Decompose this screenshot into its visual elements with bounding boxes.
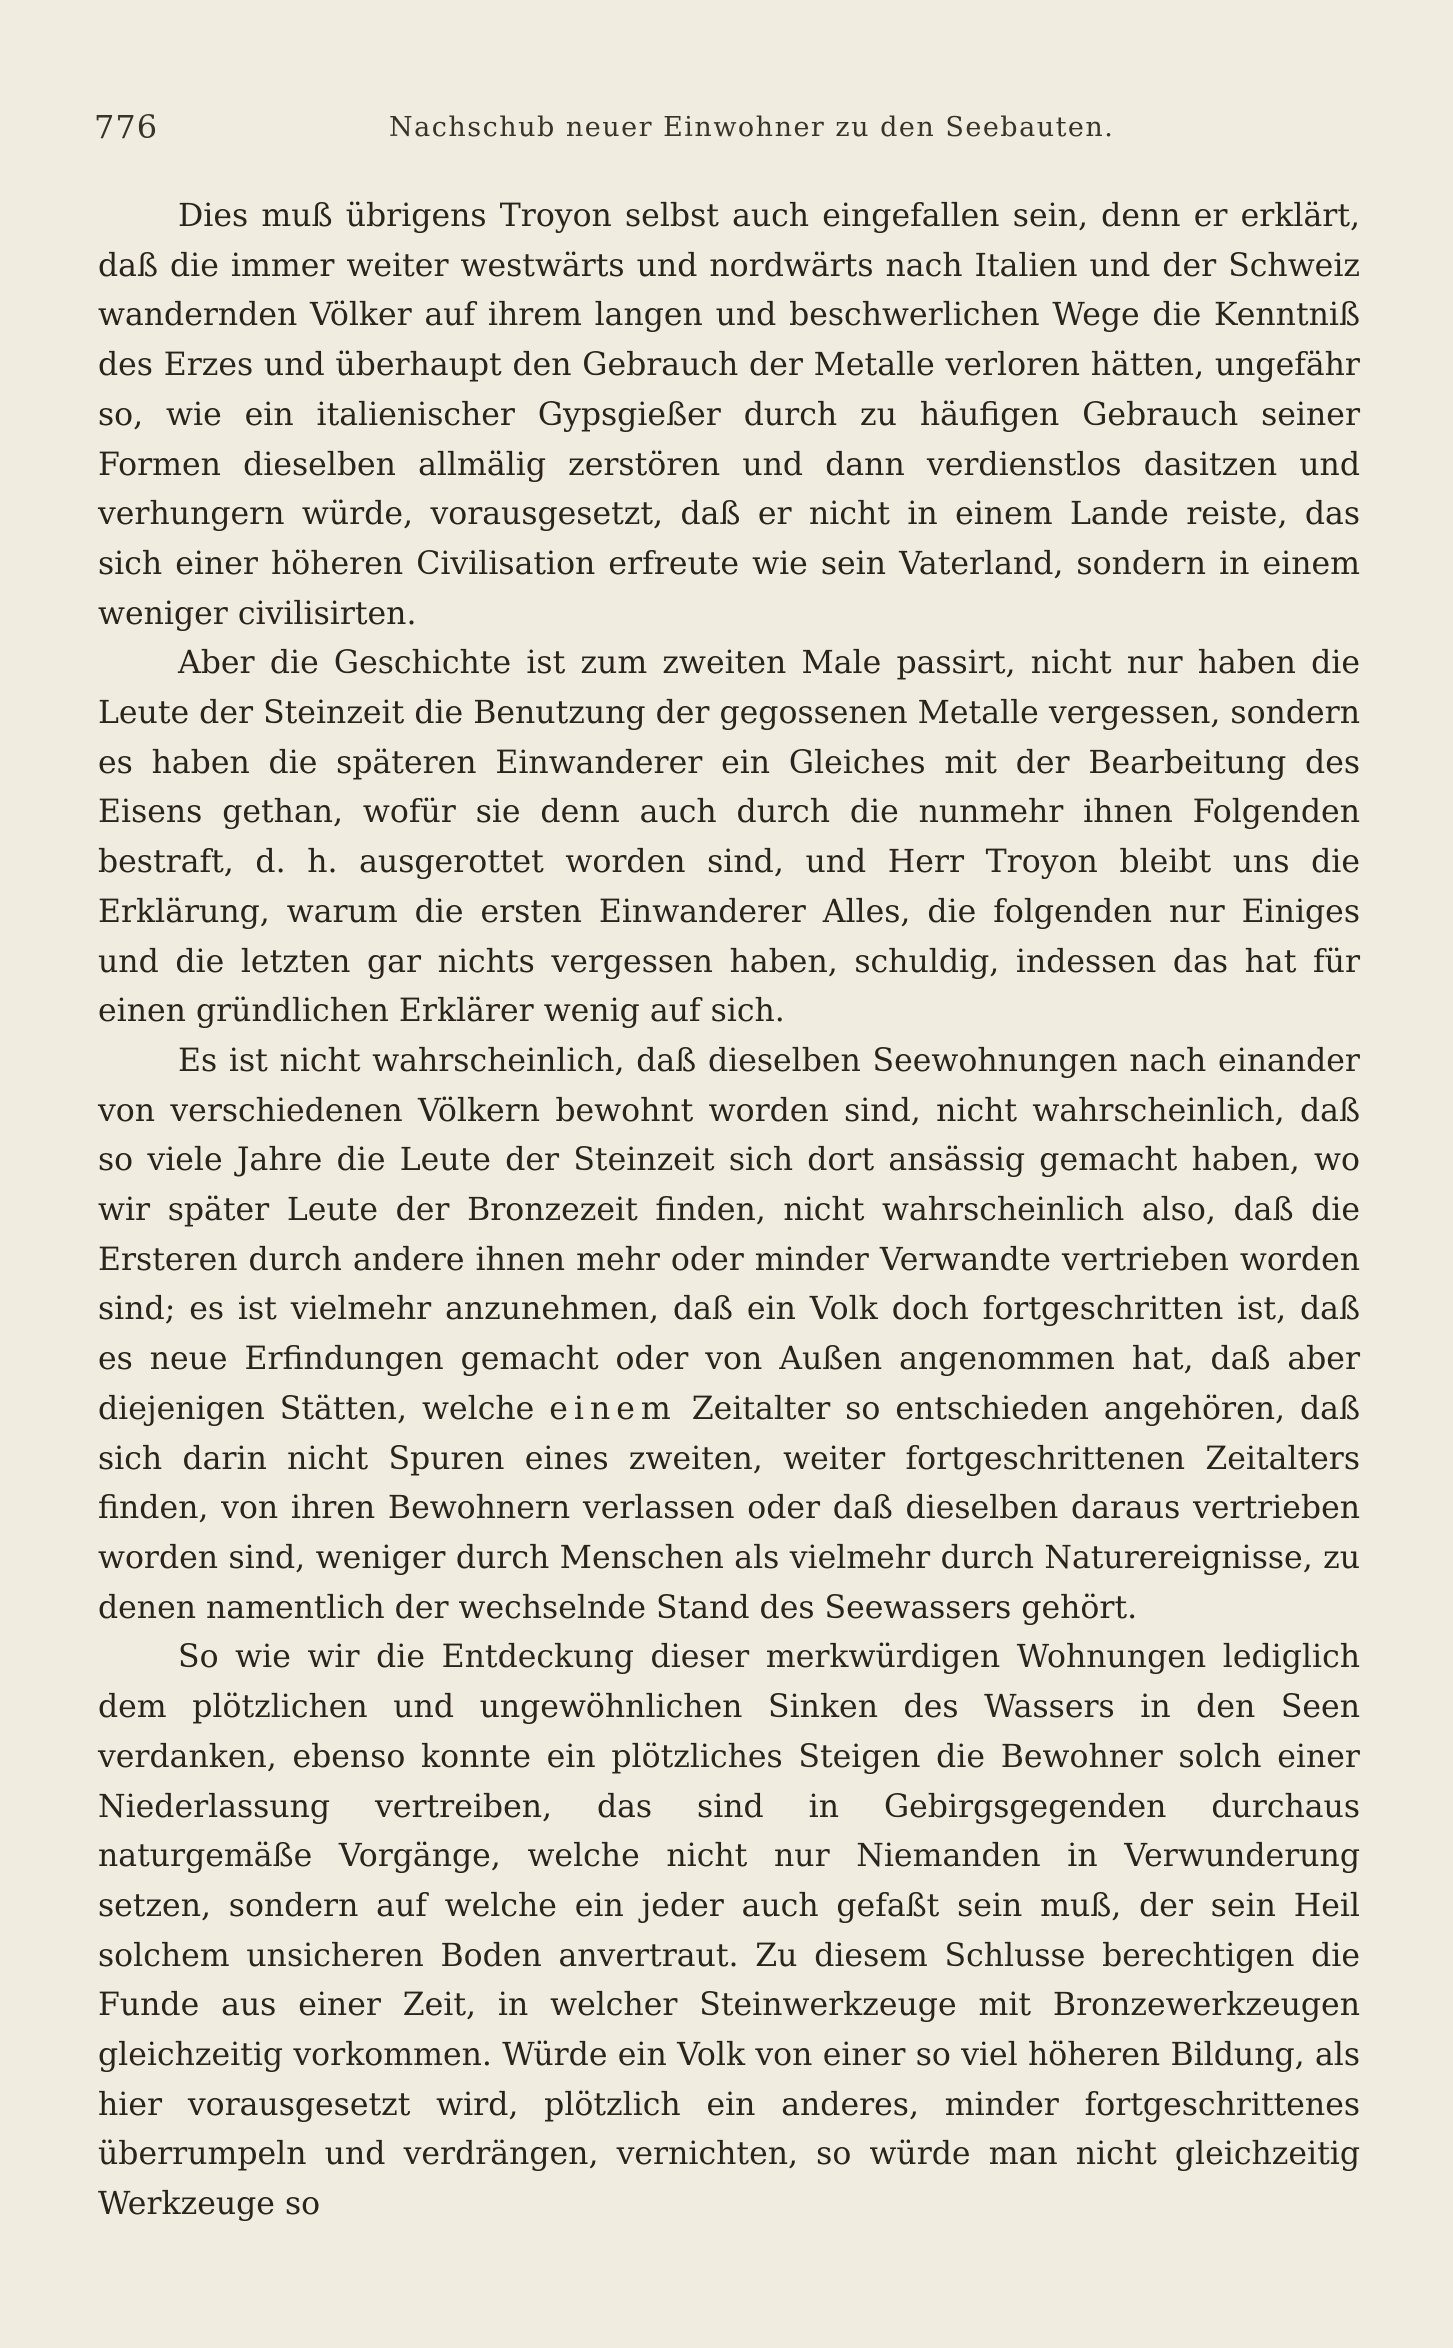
running-head: Nachschub neuer Einwohner zu den Seebauten.: [389, 112, 1115, 143]
page-number: 776: [94, 108, 159, 146]
paragraph-3-part-1: Es ist nicht wahrscheinlich, daß dieselben Seewohnungen nach einander von verschiedenen Völkern bewohnt worden sind, nicht wahrscheinlich, daß so viele Jahre die Leute der Steinzeit sich dort ansässig gemacht haben, wo wir später Leute der Bronzezeit finden, nicht wahrscheinlich also, daß die Ersteren durch andere ihnen mehr oder minder Verwandte vertrieben worden sind; es ist vielmehr anzunehmen, daß ein Volk doch fortgeschritten ist, daß es neue Erfindungen gemacht oder von Außen angenommen hat, daß aber diejenigen Stätten, welche: [98, 1042, 1360, 1427]
body-text: [98, 192, 1360, 2230]
paragraph-1: Dies muß übrigens Troyon selbst auch eingefallen sein, denn er erklärt, daß die immer weiter westwärts und nordwärts nach Italien und der Schweiz wandernden Völker auf ihrem langen und beschwerlichen Wege die Kenntniß des Erzes und überhaupt den Gebrauch der Metalle verloren hätten, ungefähr so, wie ein italienischer Gypsgießer durch zu häufigen Gebrauch seiner Formen dieselben allmälig zerstören und dann verdienstlos dasitzen und verhungern würde, vorausgesetzt, daß er nicht in einem Lande reiste, das sich einer höheren Civilisation erfreute wie sein Vaterland, sondern in einem weniger civilisirten.: [98, 198, 1360, 632]
paragraph-4: So wie wir die Entdeckung dieser merkwürdigen Wohnungen lediglich dem plötzlichen und ungewöhnlichen Sinken des Wassers in den Seen verdanken, ebenso konnte ein plötzliches Steigen die Bewohner solch einer Niederlassung vertreiben, das sind in Gebirgsgegenden durchaus naturgemäße Vorgänge, welche nicht nur Niemanden in Verwunderung setzen, sondern auf welche ein jeder auch gefaßt sein muß, der sein Heil solchem unsicheren Boden anvertraut. Zu diesem Schlusse berechtigen die Funde aus einer Zeit, in welcher Steinwerkzeuge mit Bronzewerkzeugen gleichzeitig vorkommen. Würde ein Volk von einer so viel höheren Bildung, als hier vorausgesetzt wird, plötzlich ein anderes, minder fortgeschrittenes überrumpeln und verdrängen, vernichten, so würde man nicht gleichzeitig Werkzeuge so: [98, 1639, 1360, 2223]
paragraph-3-part-2: Zeitalter so entschieden angehören, daß sich darin nicht Spuren eines zweiten, weiter fortgeschrittenen Zeitalters finden, von ihren Bewohnern verlassen oder daß dieselben daraus vertrieben worden sind, weniger durch Menschen als vielmehr durch Naturereignisse, zu denen namentlich der wechselnde Stand des Seewassers gehört.: [98, 1390, 1360, 1626]
emphasized-word: einem: [549, 1390, 677, 1427]
paragraph-2: Aber die Geschichte ist zum zweiten Male passirt, nicht nur haben die Leute der Steinzeit die Benutzung der gegossenen Metalle vergessen, sondern es haben die späteren Einwanderer ein Gleiches mit der Bearbeitung des Eisens gethan, wofür sie denn auch durch die nunmehr ihnen Folgenden bestraft, d. h. ausgerottet worden sind, und Herr Troyon bleibt uns die Erklärung, warum die ersten Einwanderer Alles, die folgenden nur Einiges und die letzten gar nichts vergessen haben, schuldig, indessen das hat für einen gründlichen Erklärer wenig auf sich.: [98, 645, 1360, 1030]
page-header: [94, 108, 1364, 158]
paragraph-3: [98, 1037, 1360, 1633]
